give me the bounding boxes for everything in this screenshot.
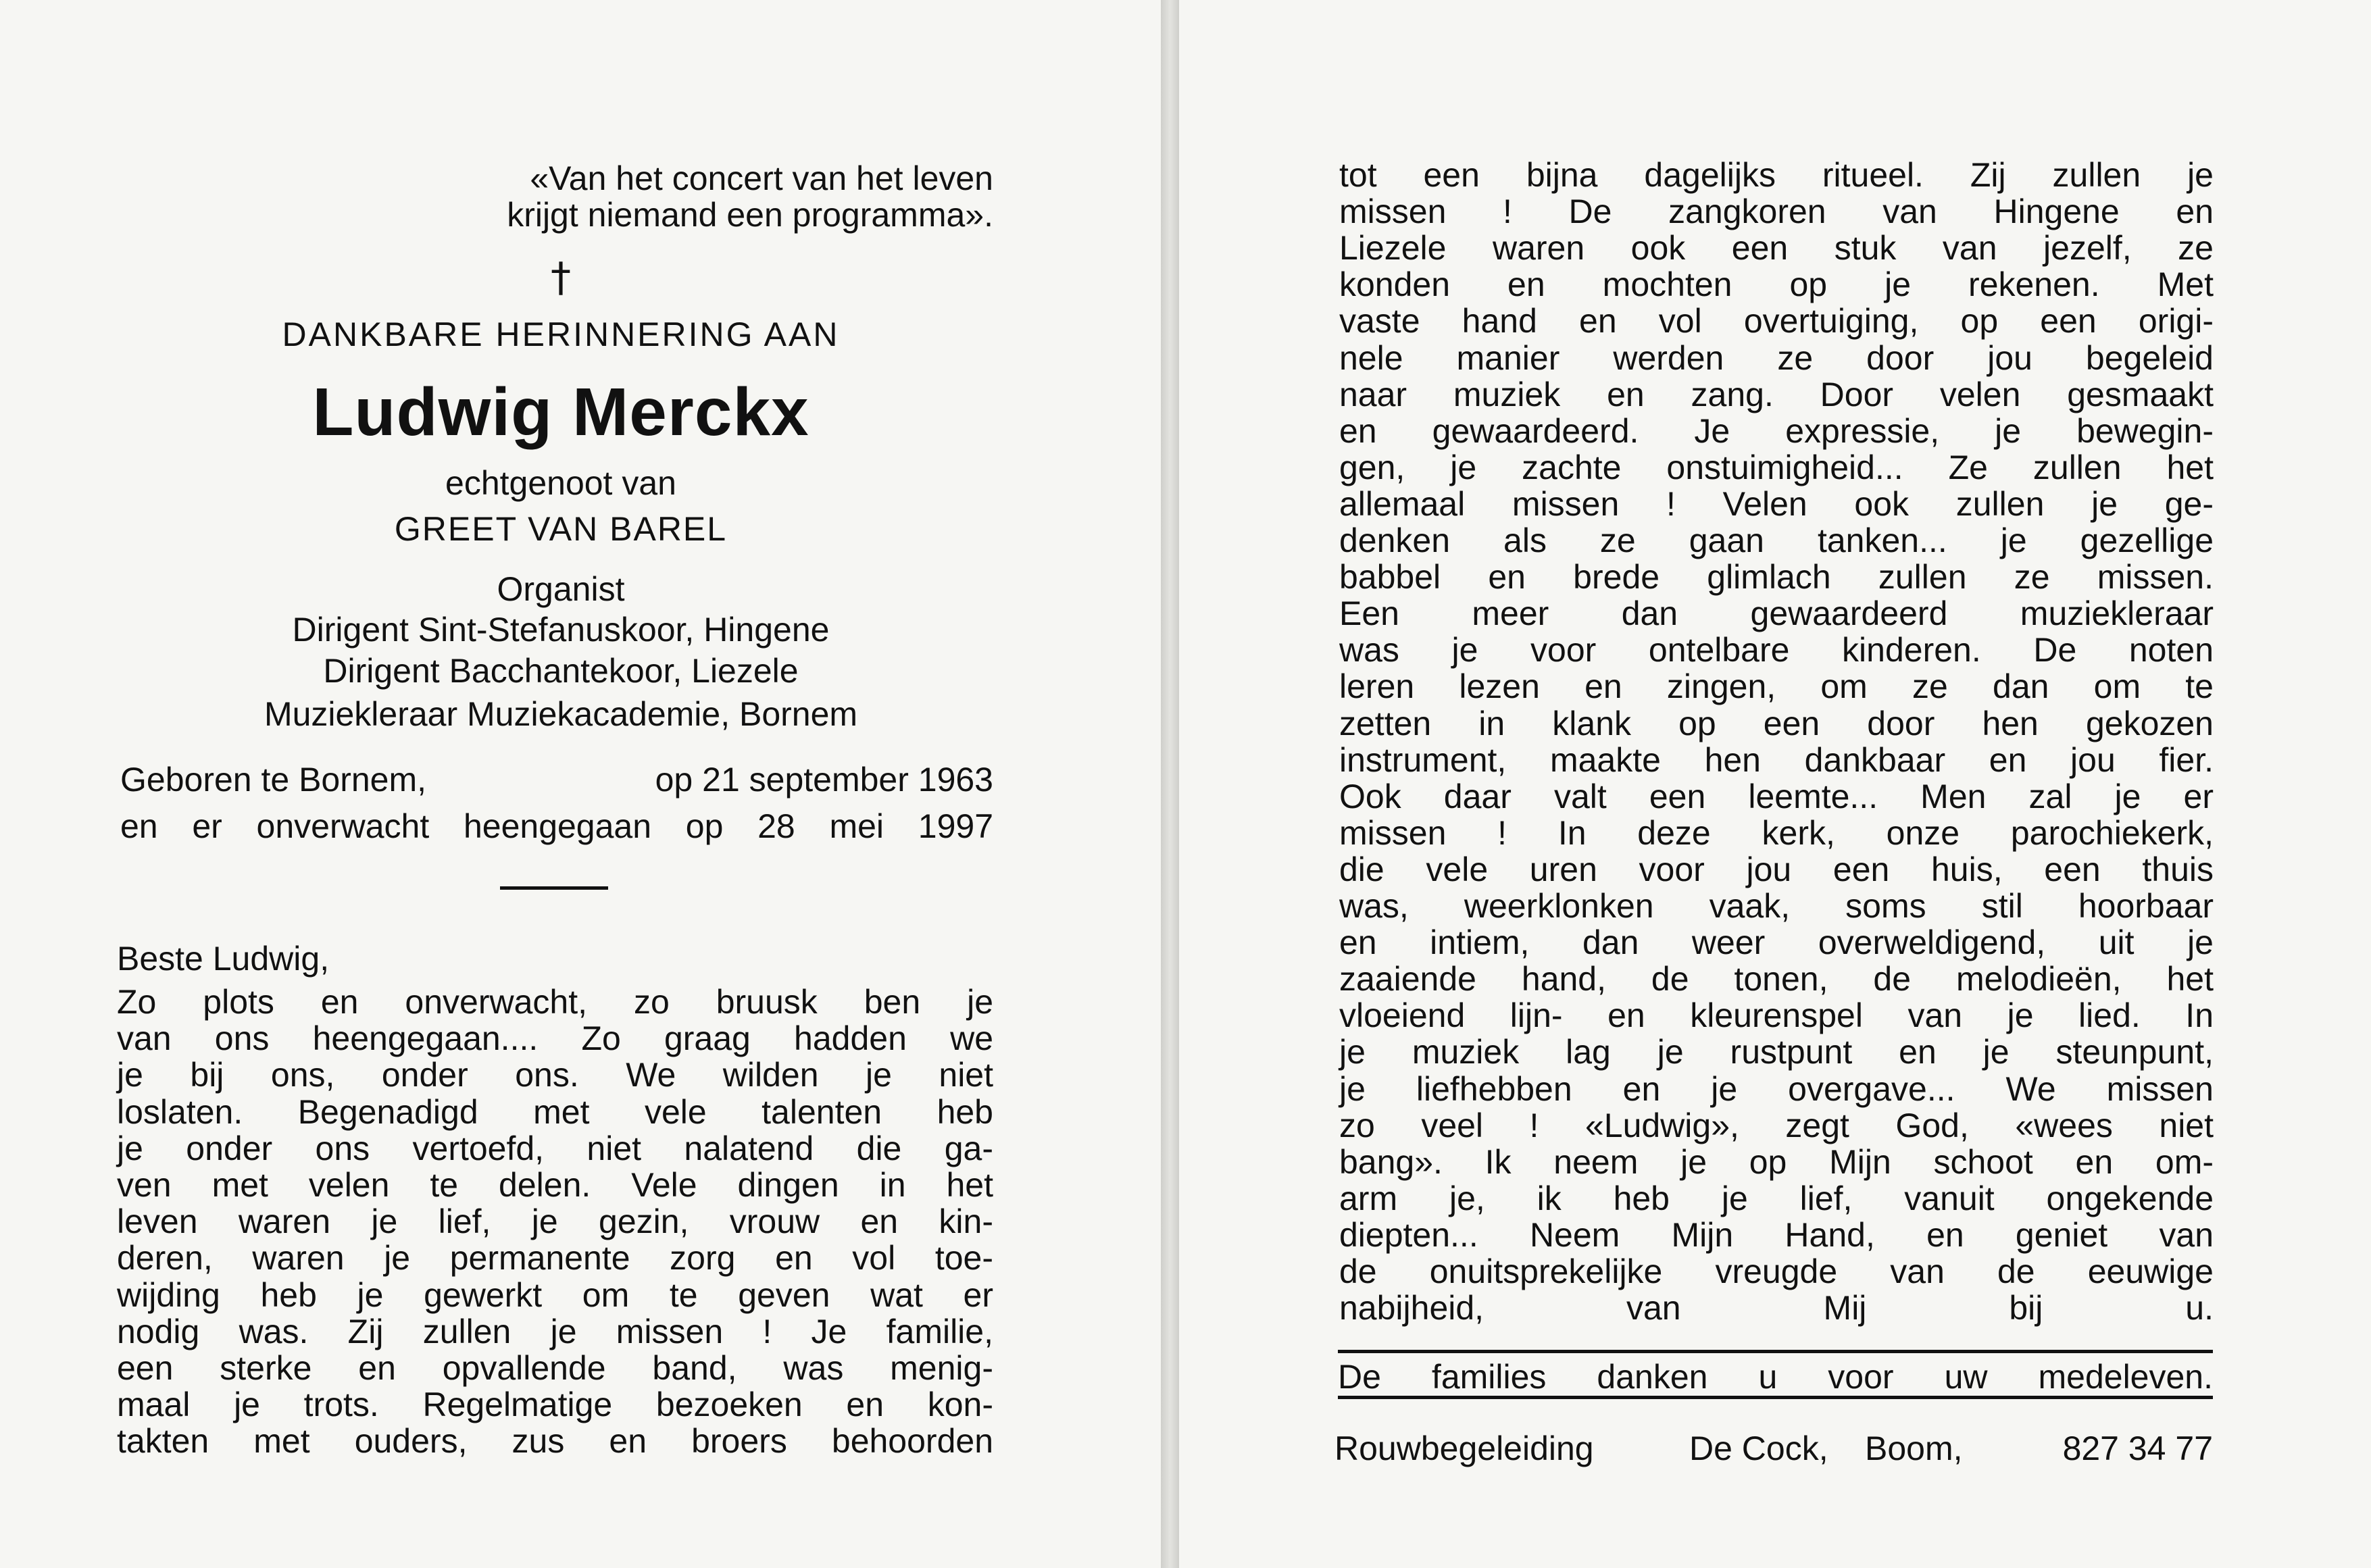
thanks-bottom-rule: [1338, 1396, 2213, 1399]
right-body-line: konden en mochten op je rekenen. Met: [1339, 265, 2214, 304]
role-music-teacher: Muziekleraar Muziekacademie, Bornem: [264, 695, 858, 733]
right-body-line: Ook daar valt een leemte... Men zal je er: [1339, 777, 2214, 815]
left-body-line: maal je trots. Regelmatige bezoeken en kon-: [117, 1386, 993, 1424]
left-body-line: Zo plots en onverwacht, zo bruusk ben je: [117, 983, 993, 1021]
right-body-line: nele manier werden ze door jou begeleid: [1339, 338, 2214, 377]
left-body-line: wijding heb je gewerkt om te geven wat er: [117, 1275, 993, 1314]
motto-line-2: krijgt niemand een programma».: [507, 196, 993, 234]
left-body-line: van ons heengegaan.... Zo graag hadden we: [117, 1019, 993, 1058]
birth-place: Geboren te Bornem,: [120, 761, 427, 799]
right-body-line: instrument, maakte hen dankbaar en jou fier.: [1339, 740, 2214, 779]
right-body-line: en intiem, dan weer overweldigend, uit je: [1339, 924, 2214, 962]
salutation: Beste Ludwig,: [117, 940, 330, 978]
right-body-line: Een meer dan gewaardeerd muziekleraar: [1339, 595, 2214, 633]
left-body-line: je onder ons vertoefd, niet nalatend die ga-: [117, 1129, 993, 1167]
role-conductor-hingene: Dirigent Sint-Stefanuskoor, Hingene: [292, 611, 830, 649]
right-body-line: babbel en brede glimlach zullen ze missen.: [1339, 558, 2214, 597]
right-body-line: je liefhebben en je overgave... We missen: [1339, 1069, 2214, 1108]
memorial-heading: DANKBARE HERINNERING AAN: [282, 315, 840, 353]
right-body-line: leren lezen en zingen, om ze dan om te: [1339, 667, 2214, 706]
thanks-top-rule: [1338, 1350, 2213, 1353]
role-organist: Organist: [497, 570, 625, 608]
left-page: [0, 0, 1161, 1568]
card-fold: [1161, 0, 1179, 1568]
left-body-line: een sterke en opvallende band, was menig-: [117, 1349, 993, 1387]
left-body-line: deren, waren je permanente zorg en vol toe-: [117, 1239, 993, 1278]
thanks-line: De families danken u voor uw medeleven.: [1338, 1358, 2213, 1396]
right-body-line: zo veel ! «Ludwig», zegt God, «wees niet: [1339, 1106, 2214, 1144]
left-body-line: nodig was. Zij zullen je missen ! Je familie,: [117, 1312, 993, 1350]
left-body-line: takten met ouders, zus en broers behoorden: [117, 1422, 993, 1461]
right-body-line: missen ! De zangkoren van Hingene en: [1339, 193, 2214, 231]
right-body-line: zetten in klank op een door hen gekozen: [1339, 704, 2214, 742]
right-body-line: nabijheid, van Mij bij u.: [1339, 1289, 2214, 1327]
undertaker-label: Rouwbegeleiding: [1334, 1430, 1594, 1467]
left-body-line: loslaten. Begenadigd met vele talenten heb: [117, 1092, 993, 1131]
right-body-line: de onuitsprekelijke vreugde van de eeuwige: [1339, 1253, 2214, 1290]
right-body-line: je muziek lag je rustpunt en je steunpunt,: [1339, 1033, 2214, 1071]
right-body-line: allemaal missen ! Velen ook zullen je ge-: [1339, 484, 2214, 523]
right-body-line: tot een bijna dagelijks ritueel. Zij zullen je: [1339, 156, 2214, 194]
right-body-line: vloeiend lijn- en kleurenspel van je lied. In: [1339, 996, 2214, 1035]
right-body-line: gen, je zachte onstuimigheid... Ze zullen het: [1339, 448, 2214, 486]
right-page: [1179, 0, 2371, 1568]
right-body-line: zaaiende hand, de tonen, de melodieën, het: [1339, 960, 2214, 998]
left-body-line: je bij ons, onder ons. We wilden je niet: [117, 1056, 993, 1094]
right-body-line: bang». Ik neem je op Mijn schoot en om-: [1339, 1142, 2214, 1181]
separator-rule: [500, 886, 608, 890]
right-body-line: denken als ze gaan tanken... je gezellige: [1339, 522, 2214, 559]
death-line: en er onverwacht heengegaan op 28 mei 1997: [120, 807, 993, 845]
right-body-line: missen ! In deze kerk, onze parochiekerk,: [1339, 813, 2214, 852]
right-body-line: Liezele waren ook een stuk van jezelf, ze: [1339, 229, 2214, 268]
undertaker-place: Boom,: [1865, 1430, 1963, 1467]
undertaker-phone: 827 34 77: [2062, 1430, 2213, 1467]
role-conductor-liezele: Dirigent Bacchantekoor, Liezele: [323, 652, 799, 690]
right-body-line: naar muziek en zang. Door velen gesmaakt: [1339, 375, 2214, 413]
right-body-line: en gewaardeerd. Je expressie, je bewegin-: [1339, 411, 2214, 450]
right-body-line: arm je, ik heb je lief, vanuit ongekende: [1339, 1179, 2214, 1217]
motto-line-1: «Van het concert van het leven: [530, 159, 993, 197]
undertaker-firm: De Cock,: [1689, 1430, 1828, 1467]
right-body-line: die vele uren voor jou een huis, een thuis: [1339, 850, 2214, 888]
right-body-line: diepten... Neem Mijn Hand, en geniet van: [1339, 1215, 2214, 1254]
cross-symbol: †: [551, 254, 571, 301]
right-body-line: vaste hand en vol overtuiging, op een origi-: [1339, 302, 2214, 340]
right-body-line: was je voor ontelbare kinderen. De noten: [1339, 631, 2214, 669]
deceased-name: Ludwig Merckx: [312, 374, 809, 450]
birth-date: op 21 september 1963: [655, 761, 993, 799]
left-body-line: ven met velen te delen. Vele dingen in het: [117, 1166, 993, 1204]
spouse-intro: echtgenoot van: [445, 464, 676, 502]
right-body-line: was, weerklonken vaak, soms stil hoorbaar: [1339, 887, 2214, 925]
left-body-line: leven waren je lief, je gezin, vrouw en kin-: [117, 1203, 993, 1241]
spouse-name: GREET VAN BAREL: [394, 510, 728, 548]
